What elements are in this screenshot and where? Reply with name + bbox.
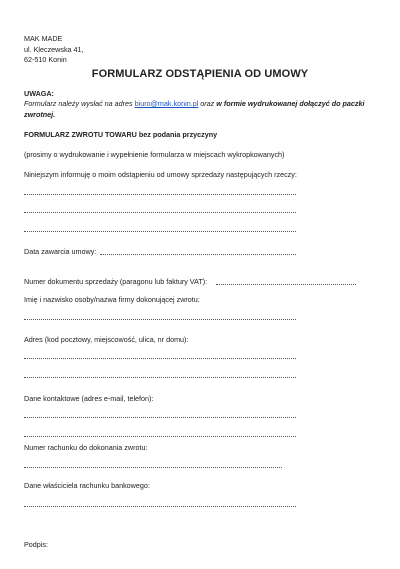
items-field-line-3[interactable] bbox=[24, 231, 296, 232]
contact-field-line-1[interactable] bbox=[24, 417, 296, 418]
notice-text: Formularz należy wysłać na adres bbox=[24, 99, 135, 108]
notice-heading: UWAGA: bbox=[24, 89, 54, 98]
instruction-text: (prosimy o wydrukowanie i wypełnienie formularza w miejscach wykropkowanych) bbox=[24, 150, 285, 159]
contact-label: Dane kontaktowe (adres e-mail, telefon): bbox=[24, 394, 154, 403]
address-field-line-2[interactable] bbox=[24, 377, 296, 378]
document-number-label: Numer dokumentu sprzedaży (paragonu lub faktury VAT): bbox=[24, 277, 208, 286]
company-name: MAK MADE bbox=[24, 34, 63, 43]
statement-text: Niniejszym informuję o moim odstąpieniu od umowy sprzedaży następujących rzeczy: bbox=[24, 170, 297, 179]
contact-field-line-2[interactable] bbox=[24, 436, 296, 437]
contract-date-field[interactable] bbox=[100, 254, 296, 255]
signature-label: Podpis: bbox=[24, 540, 48, 549]
account-number-field[interactable] bbox=[24, 467, 282, 468]
name-label: Imię i nazwisko osoby/nazwa firmy dokonującej zwrotu: bbox=[24, 295, 200, 304]
address-field-line-1[interactable] bbox=[24, 358, 296, 359]
account-number-label: Numer rachunku do dokonania zwrotu: bbox=[24, 443, 148, 452]
notice-bold-text: w formie wydrukowanej dołączyć do paczki bbox=[216, 99, 365, 108]
company-city: 62-510 Konin bbox=[24, 55, 67, 64]
section-heading: FORMULARZ ZWROTU TOWARU bez podania przyczyny bbox=[24, 130, 218, 139]
notice-line-2: zwrotnej. bbox=[24, 110, 56, 119]
form-title: FORMULARZ ODSTĄPIENIA OD UMOWY bbox=[91, 68, 309, 80]
account-owner-field[interactable] bbox=[24, 506, 296, 507]
company-street: ul. Kleczewska 41, bbox=[24, 45, 84, 54]
name-field[interactable] bbox=[24, 319, 296, 320]
address-label: Adres (kod pocztowy, miejscowość, ulica, nr domu): bbox=[24, 335, 189, 344]
contract-date-label: Data zawarcia umowy: bbox=[24, 247, 97, 256]
items-field-line-2[interactable] bbox=[24, 212, 296, 213]
notice-line-1 bbox=[24, 99, 364, 108]
items-field-line-1[interactable] bbox=[24, 194, 296, 195]
document-number-field[interactable] bbox=[216, 284, 356, 285]
notice-text-mid: oraz bbox=[198, 99, 217, 108]
account-owner-label: Dane właściciela rachunku bankowego: bbox=[24, 481, 150, 490]
email-link[interactable]: biuro@mak.konin.pl bbox=[134, 99, 199, 108]
